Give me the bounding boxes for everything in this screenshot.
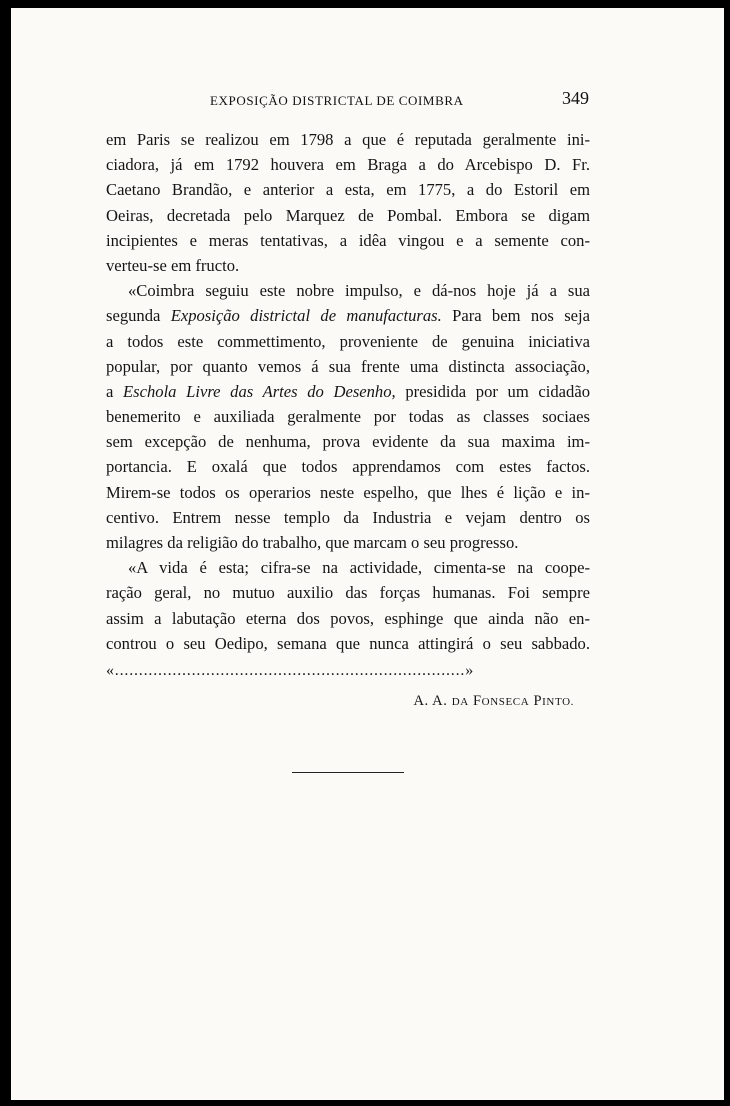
text-run: presidida por um cidadão	[395, 381, 590, 401]
italic-title-exposicao: Exposição districtal de manufacturas.	[170, 306, 442, 326]
signature-initials: A. A.	[413, 692, 452, 709]
body-text	[106, 127, 590, 712]
text-line: portancia. E oxalá que todos apprendamos com estes factos.	[106, 457, 590, 477]
text-line: milagres da religião do trabalho, que marcam o seu progresso.	[106, 533, 519, 552]
text-line: ciadora, já em 1792 houvera em Braga a do Arcebispo D. Fr.	[106, 155, 590, 175]
text-line: controu o seu Oedipo, semana que nunca attingirá o seu sabbado.	[106, 633, 590, 653]
text-line: em Paris se realizou em 1798 a que é reputada geralmente ini-	[106, 130, 590, 149]
text-line: «A vida é esta; cifra-se na actividade, cimenta-se na coope-	[128, 558, 590, 578]
signature-particle: DA	[451, 695, 469, 708]
text-line	[106, 379, 590, 404]
text-line: Oeiras, decretada pelo Marquez de Pombal. Embora se digam	[106, 205, 590, 225]
text-run: segunda	[106, 306, 171, 326]
author-signature	[106, 690, 590, 712]
text-line: sem excepção de nenhuma, prova evidente da sua maxima im-	[106, 432, 590, 452]
running-title: EXPOSIÇÃO DISTRICTAL DE COIMBRA	[210, 93, 464, 108]
text-line: «Coimbra seguiu este nobre impulso, e dá-nos hoje já a sua	[128, 281, 590, 301]
text-line: popular, por quanto vemos á sua frente uma distincta associação,	[106, 356, 590, 376]
page-header	[107, 88, 597, 118]
text-line: verteu-se em fructo.	[106, 255, 240, 275]
text-line: centivo. Entrem nesse templo da Industria e vejam dentro os	[106, 507, 590, 527]
text-line: assim a labutação eterna dos povos, esphinge que ainda não en-	[106, 608, 590, 628]
signature-name1-rest: ONSECA	[481, 695, 530, 708]
paragraph-3	[106, 555, 590, 656]
signature-name2-rest: INTO.	[542, 695, 574, 708]
italic-title-eschola: Eschola Livre das Artes do Desenho,	[123, 381, 396, 401]
text-line: incipientes e meras tentativas, a idêa vingou e a semente con-	[106, 230, 590, 250]
text-line: ração geral, no mutuo auxilio das forças humanas. Foi sempre	[106, 583, 590, 603]
section-divider	[292, 772, 404, 773]
book-page	[11, 8, 724, 1100]
text-line: a todos este commettimento, proveniente de genuina iniciativa	[106, 331, 590, 351]
page-number: 349	[562, 88, 589, 108]
text-line	[106, 303, 590, 328]
paragraph-1	[106, 127, 590, 278]
ellipsis-line: «.........................................................................»	[106, 661, 474, 679]
signature-name2-cap: P	[529, 692, 543, 709]
signature-name1-cap: F	[468, 692, 482, 709]
text-run: Para bem nos seja	[441, 306, 590, 326]
text-line: Caetano Brandão, e anterior a esta, em 1775, a do Estoril em	[106, 180, 590, 200]
text-line: benemerito e auxiliada geralmente por todas as classes sociaes	[106, 407, 590, 427]
paragraph-2	[106, 278, 590, 555]
text-run: a	[106, 381, 124, 401]
text-line: Mirem-se todos os operarios neste espelho, que lhes é lição e in-	[106, 482, 590, 502]
